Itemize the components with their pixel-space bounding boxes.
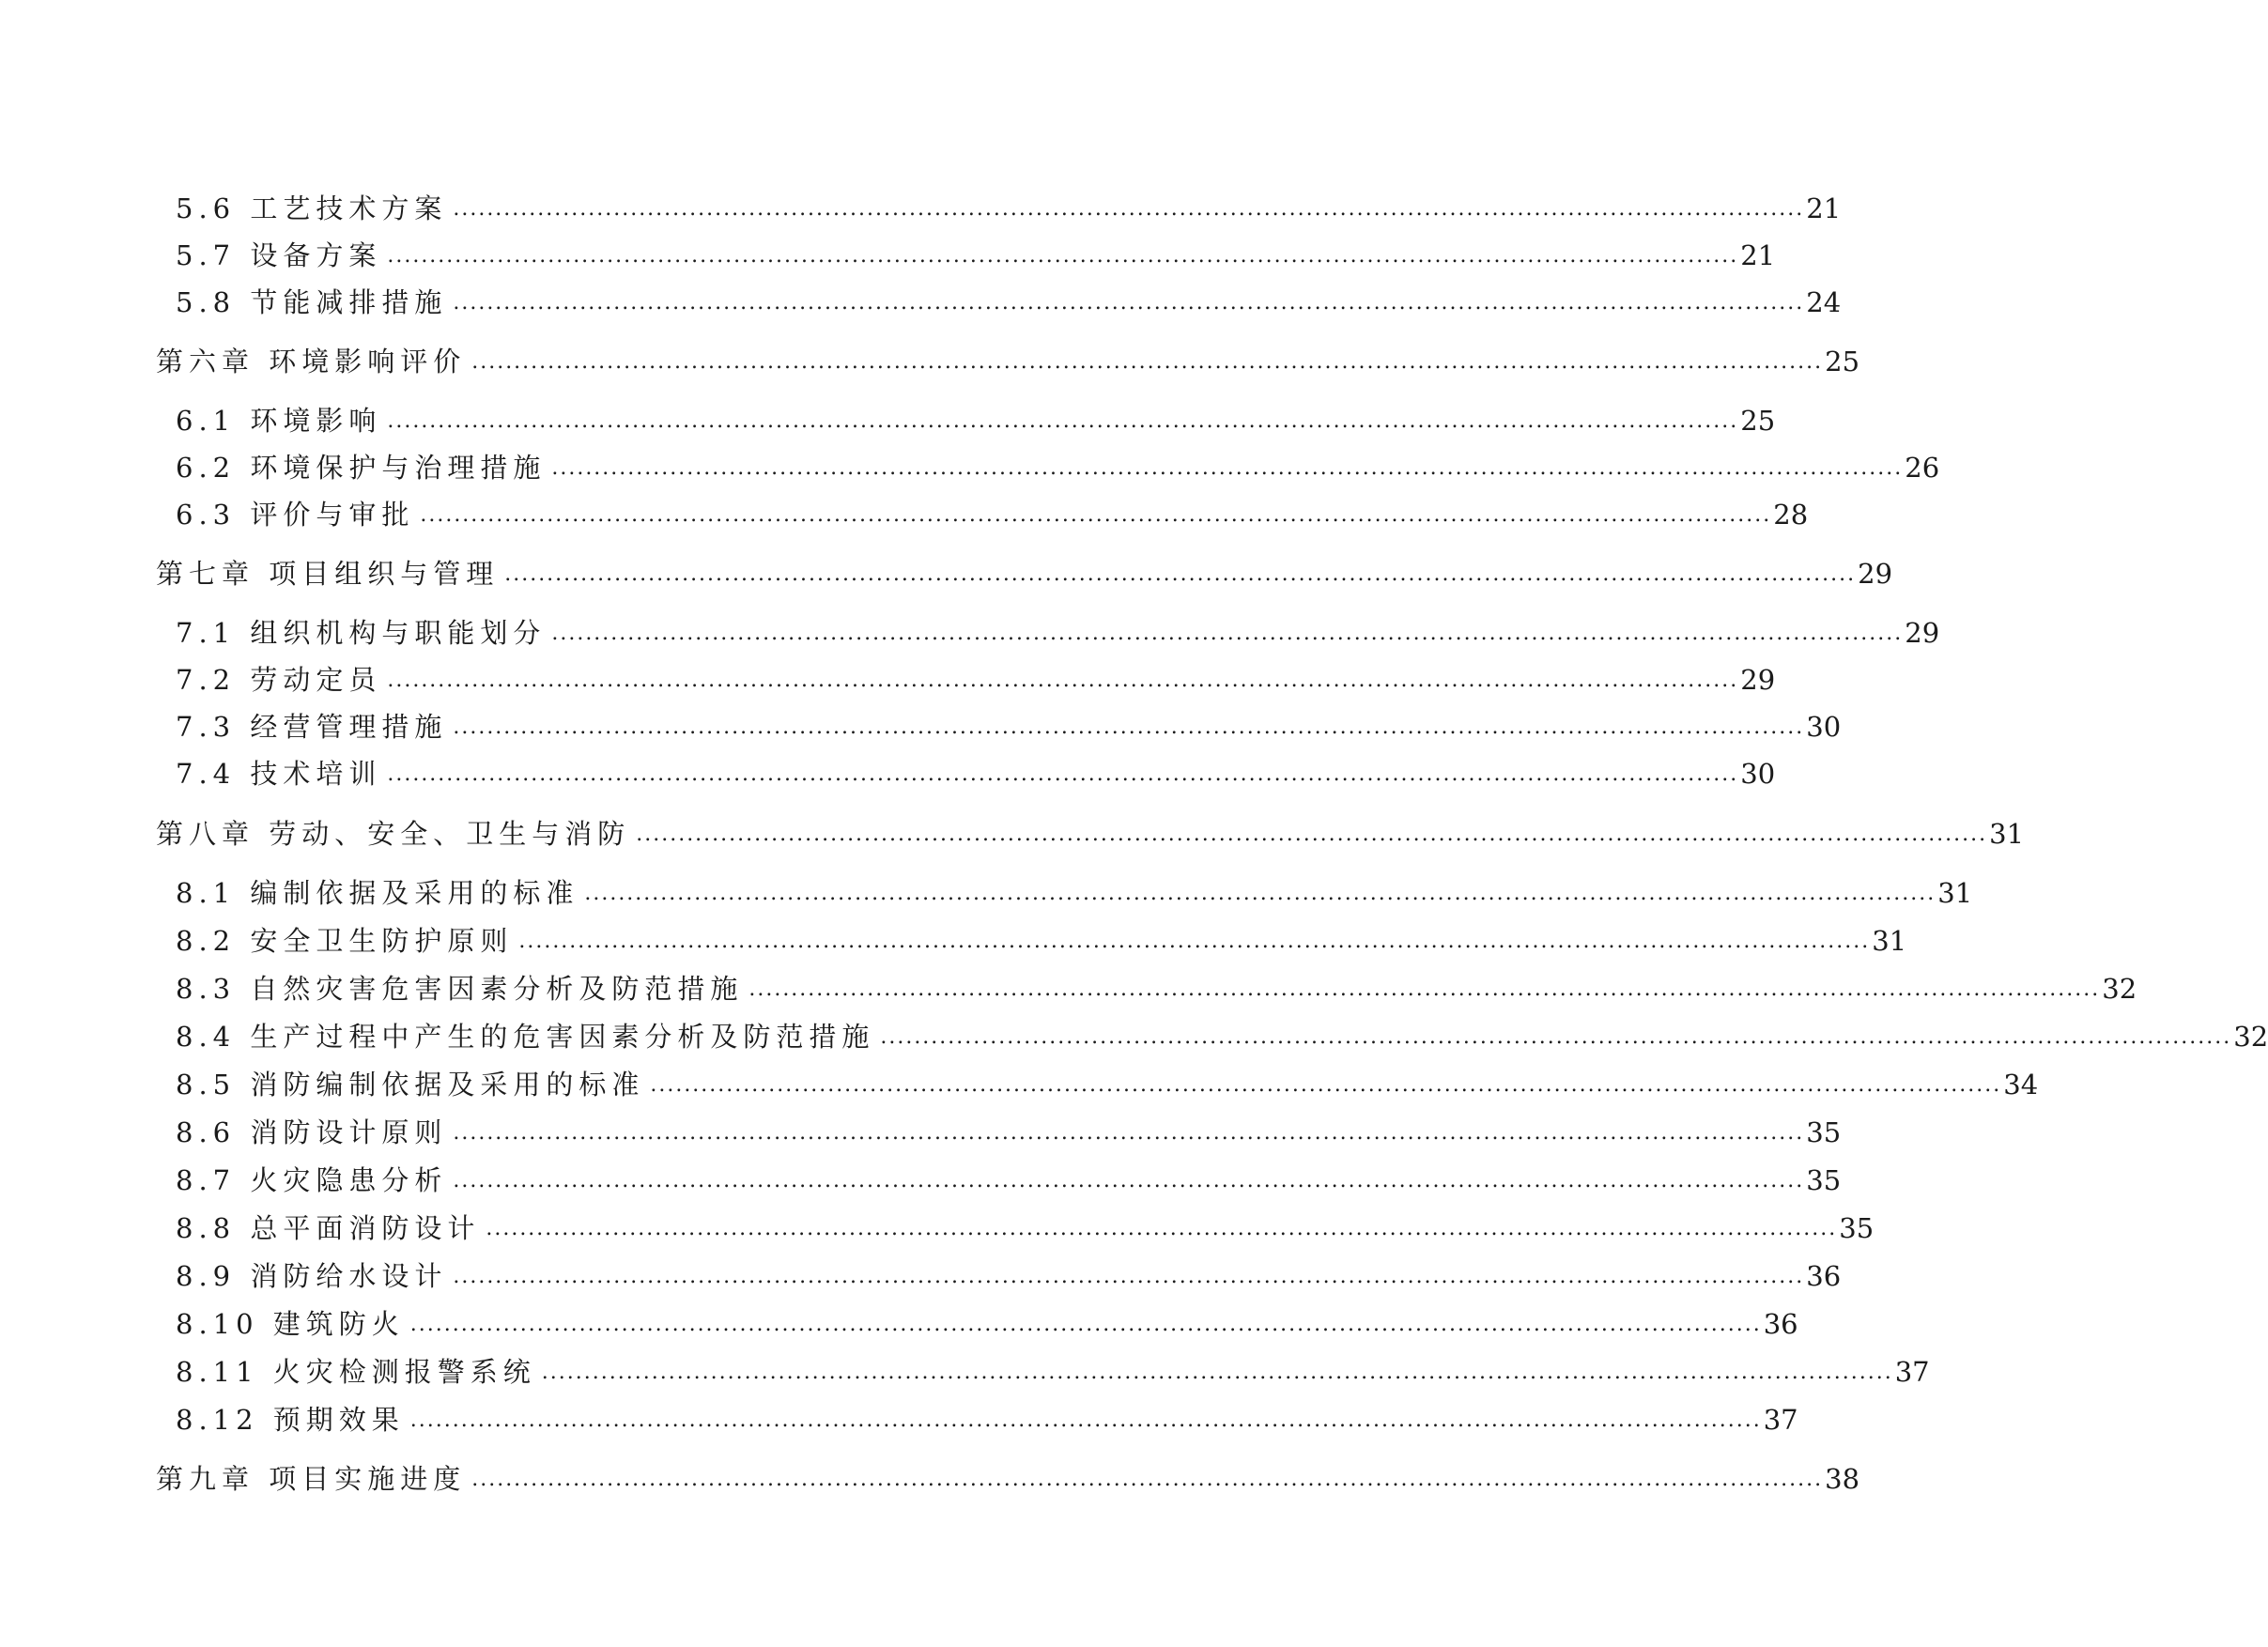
toc-entry-page: 29 — [1740, 664, 1776, 696]
toc-dot-leader: ................................................................................................................................................................ — [420, 503, 1772, 527]
toc-entry-title: 7.3 经营管理措施 — [176, 711, 448, 743]
toc-entry-page: 21 — [1740, 239, 1776, 271]
toc-dot-leader: ................................................................................................................................................................ — [748, 977, 2101, 1001]
toc-entry-title: 7.2 劳动定员 — [176, 664, 382, 696]
toc-entry-page: 31 — [1872, 925, 1907, 957]
toc-entry-page: 35 — [1839, 1212, 1875, 1244]
toc-entry-title: 第六章 环境影响评价 — [156, 346, 467, 377]
toc-dot-leader: ................................................................................................................................................................ — [504, 562, 1857, 586]
toc-dot-leader: ................................................................................................................................................................ — [518, 930, 1871, 953]
toc-dot-leader: ................................................................................................................................................................ — [409, 1408, 1762, 1432]
toc-entry-title: 8.7 火灾隐患分析 — [176, 1164, 448, 1196]
toc-entry-page: 38 — [1825, 1463, 1860, 1495]
toc-entry-title: 8.3 自然灾害危害因素分析及防范措施 — [176, 973, 744, 1005]
toc-dot-leader: ................................................................................................................................................................ — [387, 669, 1739, 692]
toc-entry-page: 36 — [1763, 1308, 1798, 1340]
toc-entry-title: 8.6 消防设计原则 — [176, 1116, 448, 1148]
toc-chapter-7[interactable] — [156, 551, 1893, 593]
toc-entry-title: 第八章 劳动、安全、卫生与消防 — [156, 818, 631, 850]
toc-entry-title: 8.12 预期效果 — [176, 1404, 405, 1436]
toc-entry-title: 8.8 总平面消防设计 — [176, 1212, 481, 1244]
toc-entry-6-3[interactable] — [176, 492, 1809, 533]
toc-entry-page: 30 — [1806, 711, 1842, 743]
toc-entry-page: 29 — [1858, 558, 1893, 590]
toc-entry-title: 8.2 安全卫生防护原则 — [176, 925, 514, 957]
toc-entry-8-12[interactable] — [176, 1397, 1798, 1439]
toc-dot-leader: ................................................................................................................................................................ — [453, 197, 1805, 221]
toc-entry-5-6[interactable] — [176, 186, 1842, 227]
toc-entry-page: 24 — [1806, 286, 1842, 318]
toc-entry-page: 35 — [1806, 1164, 1842, 1196]
toc-chapter-6[interactable] — [156, 339, 1860, 380]
toc-entry-8-1[interactable] — [176, 870, 1973, 912]
toc-entry-page: 28 — [1773, 499, 1809, 531]
toc-entry-page: 26 — [1905, 452, 1940, 484]
toc-entry-title: 第九章 项目实施进度 — [156, 1463, 467, 1495]
toc-entry-title: 8.1 编制依据及采用的标准 — [176, 877, 579, 909]
toc-entry-8-11[interactable] — [176, 1349, 1930, 1391]
toc-entry-page: 37 — [1894, 1356, 1930, 1388]
toc-entry-title: 6.2 环境保护与治理措施 — [176, 452, 547, 484]
toc-entry-page: 32 — [2102, 973, 2137, 1005]
toc-entry-8-3[interactable] — [176, 966, 2137, 1008]
toc-entry-page: 25 — [1825, 346, 1860, 377]
toc-entry-title: 5.6 工艺技术方案 — [176, 192, 448, 224]
toc-entry-page: 21 — [1806, 192, 1842, 224]
toc-entry-page: 30 — [1740, 758, 1776, 790]
toc-entry-title: 5.8 节能减排措施 — [176, 286, 448, 318]
toc-dot-leader: ................................................................................................................................................................ — [453, 1265, 1805, 1288]
toc-dot-leader: ................................................................................................................................................................ — [409, 1313, 1762, 1336]
toc-entry-page: 34 — [2003, 1069, 2039, 1101]
toc-entry-6-1[interactable] — [176, 398, 1776, 439]
toc-entry-title: 8.9 消防给水设计 — [176, 1260, 448, 1292]
toc-entry-7-2[interactable] — [176, 657, 1776, 699]
toc-entry-page: 31 — [1937, 877, 1973, 909]
toc-dot-leader: ................................................................................................................................................................ — [471, 1468, 1824, 1491]
toc-dot-leader: ................................................................................................................................................................ — [453, 1169, 1805, 1193]
toc-entry-title: 第七章 项目组织与管理 — [156, 558, 500, 590]
toc-entry-title: 8.10 建筑防火 — [176, 1308, 405, 1340]
toc-entry-7-1[interactable] — [176, 610, 1940, 652]
toc-entry-title: 8.5 消防编制依据及采用的标准 — [176, 1069, 645, 1101]
toc-entry-page: 35 — [1806, 1116, 1842, 1148]
toc-dot-leader: ................................................................................................................................................................ — [650, 1073, 2002, 1097]
toc-entry-page: 29 — [1905, 617, 1940, 649]
toc-dot-leader: ................................................................................................................................................................ — [880, 1025, 2232, 1049]
toc-dot-leader: ................................................................................................................................................................ — [387, 244, 1739, 268]
toc-entry-page: 32 — [2233, 1021, 2268, 1053]
toc-entry-title: 7.4 技术培训 — [176, 758, 382, 790]
toc-entry-8-7[interactable] — [176, 1158, 1842, 1199]
toc-dot-leader: ................................................................................................................................................................ — [387, 409, 1739, 433]
toc-entry-7-3[interactable] — [176, 704, 1842, 746]
toc-dot-leader: ................................................................................................................................................................ — [541, 1361, 1893, 1384]
toc-dot-leader: ................................................................................................................................................................ — [486, 1217, 1838, 1240]
toc-entry-page: 36 — [1806, 1260, 1842, 1292]
toc-entry-5-7[interactable] — [176, 233, 1776, 274]
toc-entry-title: 7.1 组织机构与职能划分 — [176, 617, 547, 649]
toc-entry-8-2[interactable] — [176, 918, 1907, 960]
toc-dot-leader: ................................................................................................................................................................ — [584, 882, 1936, 905]
toc-dot-leader: ................................................................................................................................................................ — [471, 350, 1824, 374]
toc-entry-page: 25 — [1740, 405, 1776, 437]
toc-chapter-9[interactable] — [156, 1456, 1860, 1498]
toc-entry-8-8[interactable] — [176, 1206, 1875, 1247]
toc-entry-6-2[interactable] — [176, 445, 1940, 486]
toc-entry-title: 8.4 生产过程中产生的危害因素分析及防范措施 — [176, 1021, 875, 1053]
toc-entry-8-4[interactable] — [176, 1014, 2268, 1055]
toc-dot-leader: ................................................................................................................................................................ — [551, 456, 1904, 480]
toc-entry-title: 5.7 设备方案 — [176, 239, 382, 271]
toc-entry-8-9[interactable] — [176, 1254, 1842, 1295]
toc-entry-5-8[interactable] — [176, 280, 1842, 321]
toc-chapter-8[interactable] — [156, 811, 2025, 853]
toc-entry-8-6[interactable] — [176, 1110, 1842, 1151]
toc-entry-7-4[interactable] — [176, 751, 1776, 793]
toc-dot-leader: ................................................................................................................................................................ — [551, 622, 1904, 645]
toc-entry-8-10[interactable] — [176, 1301, 1798, 1343]
toc-entry-page: 31 — [1989, 818, 2025, 850]
toc-dot-leader: ................................................................................................................................................................ — [636, 823, 1988, 846]
toc-dot-leader: ................................................................................................................................................................ — [453, 716, 1805, 739]
toc-entry-title: 6.3 评价与审批 — [176, 499, 415, 531]
toc-entry-title: 6.1 环境影响 — [176, 405, 382, 437]
toc-entry-title: 8.11 火灾检测报警系统 — [176, 1356, 536, 1388]
toc-entry-page: 37 — [1763, 1404, 1798, 1436]
toc-dot-leader: ................................................................................................................................................................ — [453, 291, 1805, 315]
toc-dot-leader: ................................................................................................................................................................ — [453, 1121, 1805, 1145]
toc-entry-8-5[interactable] — [176, 1062, 2039, 1103]
toc-dot-leader: ................................................................................................................................................................ — [387, 762, 1739, 786]
